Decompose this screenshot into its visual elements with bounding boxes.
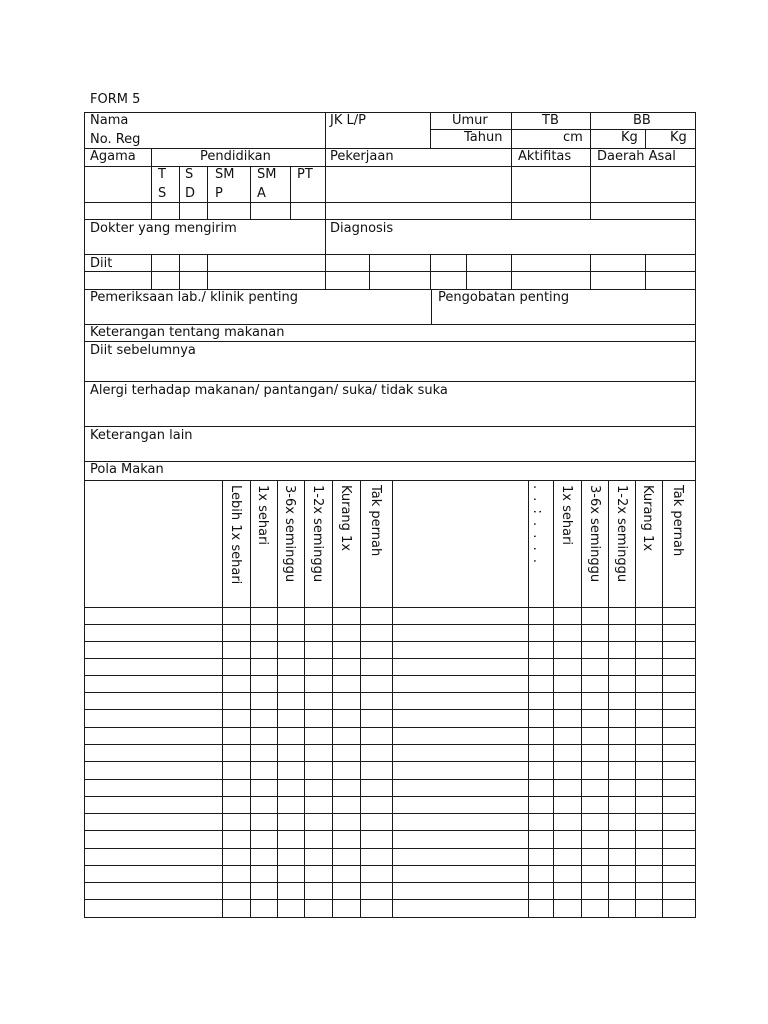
pola-makan-row-line — [84, 658, 696, 659]
grid-line-v — [511, 148, 512, 219]
pola-makan-row-line — [84, 744, 696, 745]
edu-level-sma-1: SM — [257, 167, 277, 182]
pola-makan-row-line — [84, 865, 696, 866]
grid-line-v — [304, 480, 305, 917]
form-border-top — [84, 112, 696, 113]
pola-makan-row-line — [84, 830, 696, 831]
grid-line-v — [528, 480, 529, 917]
cm-label: cm — [563, 130, 583, 145]
pola-makan-row-line — [84, 813, 696, 814]
grid-line-v — [360, 480, 361, 917]
grid-line-h — [84, 202, 696, 203]
jk-label: JK L/P — [330, 113, 366, 128]
grid-line-v — [590, 254, 591, 289]
dokter-label: Dokter yang mengirim — [90, 221, 237, 236]
pola-makan-row-line — [84, 607, 696, 608]
diit-sebelumnya-label: Diit sebelumnya — [90, 343, 196, 358]
pekerjaan-label: Pekerjaan — [330, 149, 394, 164]
no-reg-label: No. Reg — [90, 132, 141, 147]
grid-line-v — [250, 480, 251, 917]
grid-line-v — [635, 480, 636, 917]
grid-line-h — [84, 341, 696, 342]
umur-label: Umur — [452, 113, 488, 128]
tahun-label: Tahun — [464, 130, 503, 145]
grid-line-v — [511, 112, 512, 148]
edu-level-ts-2: S — [158, 186, 167, 201]
freq-right-1x-sehari: 1x sehari — [559, 485, 574, 546]
edu-level-sma-2: A — [257, 186, 266, 201]
grid-line-v — [179, 166, 180, 219]
grid-line-v — [430, 112, 431, 148]
grid-line-v — [645, 129, 646, 148]
freq-left-lebih-1x-sehari: Lebih 1x sehari — [228, 485, 243, 585]
grid-line-v — [250, 166, 251, 219]
grid-line-v — [222, 480, 223, 917]
grid-line-v — [431, 289, 432, 324]
form-title: FORM 5 — [90, 92, 141, 107]
grid-line-v — [608, 480, 609, 917]
kg-label-2: Kg — [670, 130, 687, 145]
pola-makan-row-line — [84, 692, 696, 693]
pola-makan-row-line — [84, 899, 696, 900]
pola-makan-label: Pola Makan — [90, 462, 164, 477]
freq-left-tak-pernah: Tak pernah — [368, 485, 383, 557]
agama-label: Agama — [90, 149, 136, 164]
freq-right-truncated: . . : . . . . — [530, 485, 545, 565]
pola-makan-row-line — [84, 709, 696, 710]
grid-line-v — [207, 254, 208, 289]
alergi-label: Alergi terhadap makanan/ pantangan/ suka/ tidak suka — [90, 383, 448, 398]
pemeriksaan-label: Pemeriksaan lab./ klinik penting — [90, 290, 299, 305]
grid-line-v — [645, 254, 646, 289]
freq-left-3-6x-seminggu: 3-6x seminggu — [282, 485, 297, 583]
grid-line-v — [179, 254, 180, 289]
keterangan-lain-label: Keterangan lain — [90, 428, 193, 443]
freq-right-3-6x-seminggu: 3-6x seminggu — [587, 485, 602, 583]
tb-label: TB — [542, 113, 559, 128]
pola-makan-row-line — [84, 796, 696, 797]
nama-label: Nama — [90, 113, 129, 128]
pola-makan-row-line — [84, 641, 696, 642]
diit-label: Diit — [90, 256, 113, 271]
grid-line-v — [207, 166, 208, 219]
kg-label-1: Kg — [621, 130, 638, 145]
grid-line-h — [84, 480, 696, 481]
freq-left-1x-sehari: 1x sehari — [255, 485, 270, 546]
daerah-asal-label: Daerah Asal — [597, 149, 676, 164]
pola-makan-row-line — [84, 675, 696, 676]
diagnosis-label: Diagnosis — [330, 221, 394, 236]
grid-line-v — [325, 254, 326, 289]
grid-line-h — [84, 254, 696, 255]
grid-line-v — [581, 480, 582, 917]
grid-line-v — [590, 148, 591, 219]
grid-line-v — [662, 480, 663, 917]
freq-right-tak-pernah: Tak pernah — [670, 485, 685, 557]
edu-level-smp-1: SM — [215, 167, 235, 182]
grid-line-v — [392, 480, 393, 917]
grid-line-v — [325, 112, 326, 148]
grid-line-v — [430, 254, 431, 289]
grid-line-v — [553, 480, 554, 917]
grid-line-v — [511, 254, 512, 289]
freq-left-kurang-1x: Kurang 1x — [338, 485, 353, 552]
grid-line-h — [84, 166, 696, 167]
grid-line-v — [325, 148, 326, 219]
grid-line-v — [332, 480, 333, 917]
pola-makan-row-line — [84, 624, 696, 625]
pendidikan-label: Pendidikan — [200, 149, 271, 164]
grid-line-h — [84, 426, 696, 427]
bb-label: BB — [633, 113, 651, 128]
aktifitas-label: Aktifitas — [518, 149, 572, 164]
edu-level-ts-1: T — [158, 167, 166, 182]
edu-level-pt: PT — [297, 167, 313, 182]
freq-right-1-2x-seminggu: 1-2x seminggu — [614, 485, 629, 583]
edu-level-smp-2: P — [215, 186, 223, 201]
grid-line-h — [84, 271, 696, 272]
grid-line-v — [290, 166, 291, 219]
grid-line-v — [369, 254, 370, 289]
grid-line-v — [151, 148, 152, 219]
grid-line-h — [84, 381, 696, 382]
pengobatan-label: Pengobatan penting — [438, 290, 570, 305]
grid-line-v — [325, 219, 326, 254]
edu-level-sd-2: D — [185, 186, 196, 201]
grid-line-v — [277, 480, 278, 917]
grid-line-h — [84, 219, 696, 220]
freq-right-kurang-1x: Kurang 1x — [640, 485, 655, 552]
pola-makan-row-line — [84, 848, 696, 849]
keterangan-makanan-label: Keterangan tentang makanan — [90, 325, 285, 340]
form-border-bottom — [84, 917, 696, 918]
grid-line-h — [84, 461, 696, 462]
grid-line-v — [466, 254, 467, 289]
pola-makan-row-line — [84, 779, 696, 780]
grid-line-v — [590, 112, 591, 148]
pola-makan-row-line — [84, 761, 696, 762]
pola-makan-row-line — [84, 882, 696, 883]
pola-makan-row-line — [84, 727, 696, 728]
grid-line-v — [151, 254, 152, 289]
freq-left-1-2x-seminggu: 1-2x seminggu — [310, 485, 325, 583]
edu-level-sd-1: S — [185, 167, 194, 182]
